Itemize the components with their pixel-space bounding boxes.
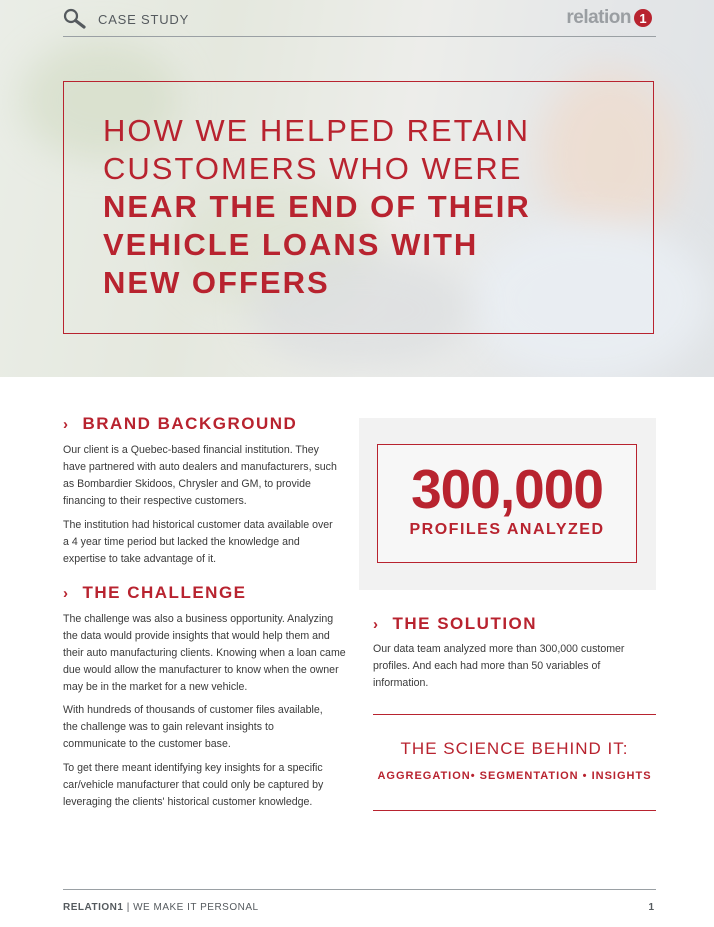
brand-background-paragraph: Our client is a Quebec-based financial institution. They have partnered with auto dealers and manufacturers, such as Bombardier Skidoos, Chrysler and GM, to provide financing to their respective customers. — [63, 444, 337, 507]
title-line-bold: VEHICLE LOANS WITH — [103, 227, 479, 262]
title-line: CUSTOMERS WHO WERE — [103, 151, 523, 186]
stat-frame — [377, 444, 637, 563]
title-frame — [63, 81, 654, 334]
page-footer — [63, 889, 656, 913]
science-subtitle: AGGREGATION• SEGMENTATION • INSIGHTS — [377, 770, 652, 782]
logo-text: relation — [566, 7, 631, 28]
page-title — [103, 112, 623, 302]
challenge-heading — [63, 583, 247, 603]
challenge-paragraph: With hundreds of thousands of customer files available, the challenge was to gain relevant insights to communicate to the customer base. — [63, 704, 323, 750]
logo-number: 1 — [634, 9, 652, 27]
footer-tagline-text: WE MAKE IT PERSONAL — [133, 902, 259, 913]
challenge-paragraph: To get there meant identifying key insights for a specific car/vehicle manufacturer that could only be captured by leveraging the clients' historical customer knowledge. — [63, 762, 324, 808]
chevron-right-icon: › — [63, 415, 70, 433]
relation1-logo — [566, 7, 652, 29]
solution-paragraph: Our data team analyzed more than 300,000 customer profiles. And each had more than 50 variables of information. — [373, 643, 625, 689]
section-heading-text: THE CHALLENGE — [82, 583, 247, 602]
brand-background-heading — [63, 414, 297, 434]
section-heading-text: BRAND BACKGROUND — [82, 414, 298, 433]
section-heading-text: THE SOLUTION — [392, 614, 538, 633]
science-heading: THE SCIENCE BEHIND IT: — [400, 739, 629, 758]
footer-brand: RELATION1 — [63, 902, 124, 913]
chevron-right-icon: › — [63, 584, 70, 602]
page-number: 1 — [648, 902, 654, 913]
top-bar — [63, 0, 656, 37]
footer-tagline — [63, 902, 259, 913]
stat-number: 300,000 — [411, 458, 603, 520]
chevron-right-icon: › — [373, 615, 380, 633]
stat-callout — [359, 418, 656, 590]
footer-separator: | — [126, 902, 130, 913]
document-type-label: CASE STUDY — [98, 12, 190, 27]
magnifier-icon — [63, 8, 87, 35]
stat-label: PROFILES ANALYZED — [409, 521, 605, 538]
science-callout — [373, 714, 656, 811]
title-line-bold: NEW OFFERS — [103, 265, 330, 300]
brand-background-paragraph: The institution had historical customer data available over a 4 year time period but lacked the knowledge and expertise to take advantage of it. — [63, 519, 333, 565]
title-line: HOW WE HELPED RETAIN — [103, 113, 530, 148]
title-line-bold: NEAR THE END OF THEIR — [103, 189, 531, 224]
hero-banner — [0, 0, 714, 377]
challenge-paragraph: The challenge was also a business opportunity. Analyzing the data would provide insights that would help them and their auto manufacturing clients. Knowing when a loan came due would allow the manufacturer to know when the owner may be in the market for a new vehicle. — [63, 613, 346, 693]
solution-heading — [373, 614, 537, 634]
